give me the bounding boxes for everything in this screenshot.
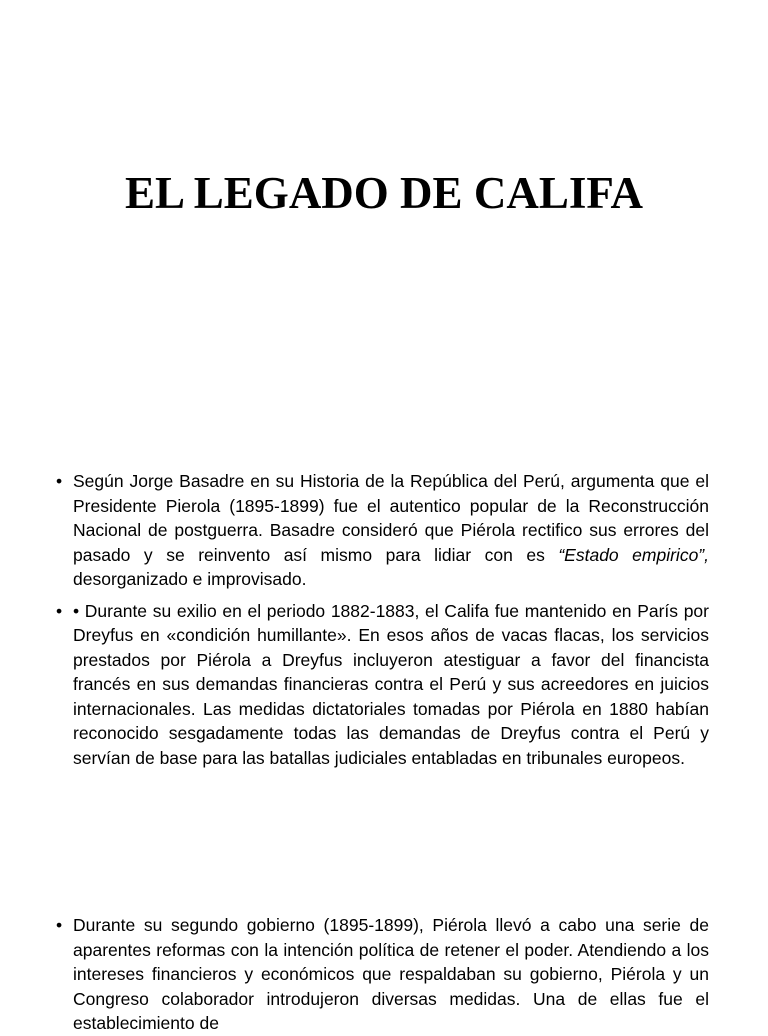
bullet-list-top bbox=[56, 469, 709, 770]
bullet-text-start: Según Jorge Basadre en su Historia de la República del Perú, argumenta que el Presidente Pierola (1895-1899) fue el autentico popular de la Reconstrucción Nacional de postguerra. Basadre consideró que Piérola rectifico sus errores del pasado y se reinvento así mismo para lidiar con es bbox=[73, 471, 709, 565]
bullet-paragraph: • Durante su exilio en el periodo 1882-1883, el Califa fue mantenido en París por Dreyfus en «condición humillante». En esos años de vacas flacas, los servicios prestados por Piérola a Dreyfus incluyeron atestiguar a favor del financista francés en sus demandas financieras contra el Perú y sus acreedores en juicios internacionales. Las medidas dictatoriales tomadas por Piérola en 1880 habían reconocido sesgadamente todas las demandas de Dreyfus contra el Perú y servían de base para las batallas judiciales entabladas en tribunales europeos. bbox=[73, 600, 709, 768]
bullet-marker: • bbox=[56, 471, 63, 491]
bullet-item-basadre bbox=[56, 469, 709, 592]
bullet-item-segundo-gobierno bbox=[56, 913, 709, 1036]
slide-title: EL LEGADO DE CALIFA bbox=[124, 168, 643, 218]
bullet-text-end: desorganizado e improvisado. bbox=[73, 569, 307, 589]
bullet-marker: • bbox=[56, 600, 63, 621]
bullet-item-exilio bbox=[56, 599, 709, 771]
bullet-list-bottom bbox=[56, 913, 709, 1036]
bullet-text-emphasis: “Estado empirico”, bbox=[558, 544, 709, 565]
bullet-paragraph: Durante su segundo gobierno (1895-1899), Piérola llevó a cabo una serie de aparentes reformas con la intención política de retener el poder. Atendiendo a los intereses financieros y económicos que respaldaban su gobierno, Piérola y un Congreso colaborador introdujeron diversas medidas. Una de ellas fue el establecimiento de bbox=[73, 915, 709, 1033]
bullet-marker: • bbox=[56, 915, 63, 935]
bullet-paragraph bbox=[73, 469, 709, 592]
